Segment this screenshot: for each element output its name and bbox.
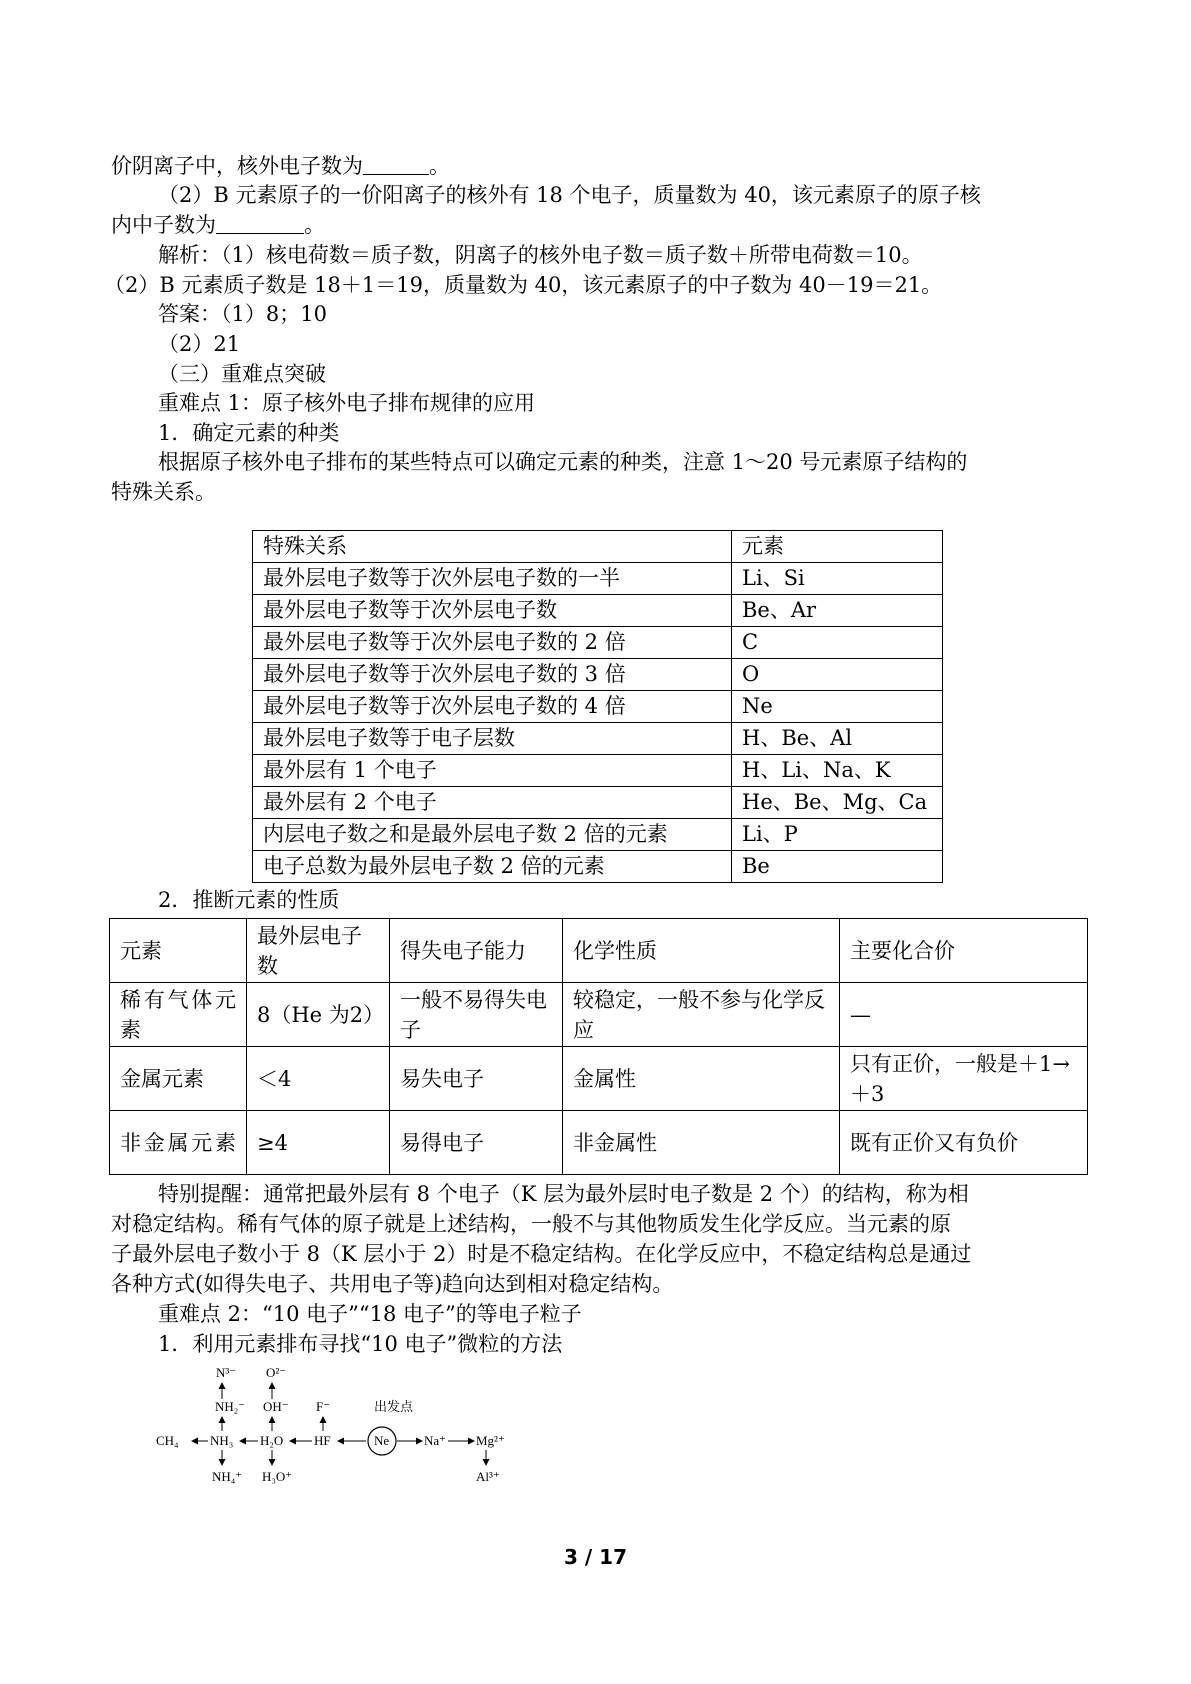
table-cell: 8（He 为2） <box>247 983 390 1047</box>
special-relations-table <box>252 530 943 883</box>
table-cell: C <box>732 627 943 659</box>
table-cell: O <box>732 659 943 691</box>
text-line: （三）重难点突破 <box>158 362 326 386</box>
species-label: NH₃ <box>210 1433 234 1448</box>
table-cell: 既有正价又有负价 <box>840 1111 1088 1175</box>
table-header-cell: 特殊关系 <box>253 531 732 563</box>
text-line <box>111 150 1086 182</box>
table-row <box>253 723 943 755</box>
table-header-cell: 化学性质 <box>563 919 840 983</box>
table-cell: 较稳定，一般不参与化学反应 <box>563 983 840 1047</box>
start-point-label: 出发点 <box>374 1399 414 1414</box>
species-label: N³⁻ <box>216 1365 237 1380</box>
table-cell: 最外层有 1 个电子 <box>253 755 732 787</box>
species-label: OH⁻ <box>263 1399 289 1414</box>
table-row <box>253 627 943 659</box>
ten-electron-diagram <box>156 1359 536 1489</box>
table-cell: — <box>840 983 1088 1047</box>
table-cell: Be <box>732 851 943 883</box>
species-label: Al³⁺ <box>476 1469 500 1484</box>
element-properties-table <box>109 918 1088 1175</box>
species-label: F⁻ <box>316 1399 331 1414</box>
table-cell: 非金属性 <box>563 1111 840 1175</box>
subheading: 1．利用元素排布寻找“10 电子”微粒的方法 <box>158 1332 563 1356</box>
table-cell: 只有正价，一般是＋1→＋3 <box>840 1047 1088 1111</box>
table-row <box>253 755 943 787</box>
text-line: 答案：（1）8；10 <box>158 302 327 326</box>
answer-blank <box>216 213 304 234</box>
table-cell: 最外层电子数等于次外层电子数的 3 倍 <box>253 659 732 691</box>
table-cell: 金属性 <box>563 1047 840 1111</box>
table-header-cell: 主要化合价 <box>840 919 1088 983</box>
table-row <box>253 563 943 595</box>
table-row <box>253 787 943 819</box>
table-cell: 最外层电子数等于电子层数 <box>253 723 732 755</box>
page-number: 3 / 17 <box>564 1545 627 1569</box>
text-line: 解析：（1）核电荷数＝质子数，阴离子的核外电子数＝质子数＋所带电荷数＝10。 <box>158 243 923 267</box>
species-label: NH₂⁻ <box>215 1399 246 1414</box>
section-heading: 重难点 1：原子核外电子排布规律的应用 <box>158 391 536 415</box>
subheading: 1．确定元素的种类 <box>158 421 340 445</box>
answer-blank <box>363 154 429 175</box>
line-text: 。 <box>429 154 450 178</box>
text-line: 根据原子核外电子排布的某些特点可以确定元素的种类，注意 1～20 号元素原子结构的 <box>158 450 968 474</box>
table-cell: Li、P <box>732 819 943 851</box>
table-cell: 最外层电子数等于次外层电子数的 4 倍 <box>253 691 732 723</box>
table-header-cell: 最外层电子数 <box>247 919 390 983</box>
table-cell: 非金属元素 <box>110 1111 247 1175</box>
text-line: 特殊关系。 <box>111 480 216 504</box>
table-cell: 最外层电子数等于次外层电子数的 2 倍 <box>253 627 732 659</box>
species-label: CH₄ <box>156 1433 179 1448</box>
text-line: 各种方式(如得失电子、共用电子等)趋向达到相对稳定结构。 <box>111 1272 674 1296</box>
table-row <box>253 659 943 691</box>
center-element: Ne <box>374 1433 390 1448</box>
text-line <box>111 209 1086 241</box>
table-row <box>253 595 943 627</box>
table-header-row <box>253 531 943 563</box>
table-cell: H、Be、Al <box>732 723 943 755</box>
species-label: Na⁺ <box>424 1433 447 1448</box>
table-cell: 最外层有 2 个电子 <box>253 787 732 819</box>
table-header-cell: 得失电子能力 <box>390 919 563 983</box>
table-cell: 最外层电子数等于次外层电子数的一半 <box>253 563 732 595</box>
table-cell: 电子总数为最外层电子数 2 倍的元素 <box>253 851 732 883</box>
table-cell: 内层电子数之和是最外层电子数 2 倍的元素 <box>253 819 732 851</box>
table-cell: 稀有气体元素 <box>110 983 247 1047</box>
species-label: HF <box>314 1433 331 1448</box>
table-cell: 金属元素 <box>110 1047 247 1111</box>
text-line: 特别提醒：通常把最外层有 8 个电子（K 层为最外层时电子数是 2 个）的结构，称为相 <box>158 1182 969 1206</box>
table-cell: 易得电子 <box>390 1111 563 1175</box>
text-line: （2）B 元素原子的一价阳离子的核外有 18 个电子，质量数为 40，该元素原子的原子核 <box>158 183 981 207</box>
table-row <box>253 691 943 723</box>
table-row <box>110 1047 1088 1111</box>
table-cell: 一般不易得失电子 <box>390 983 563 1047</box>
table-row <box>110 983 1088 1047</box>
table-cell: 最外层电子数等于次外层电子数 <box>253 595 732 627</box>
species-label: H₂O <box>260 1433 284 1448</box>
table-cell: ＜4 <box>247 1047 390 1111</box>
table-cell: Ne <box>732 691 943 723</box>
table-cell: H、Li、Na、K <box>732 755 943 787</box>
line-text: 内中子数为 <box>111 213 216 237</box>
table-row <box>253 851 943 883</box>
line-text: 。 <box>304 213 325 237</box>
table-cell: Li、Si <box>732 563 943 595</box>
text-line: 子最外层电子数小于 8（K 层小于 2）时是不稳定结构。在化学反应中，不稳定结构总是通过 <box>111 1242 972 1266</box>
table-row <box>110 1111 1088 1175</box>
text-line: 对稳定结构。稀有气体的原子就是上述结构，一般不与其他物质发生化学反应。当元素的原 <box>111 1212 951 1236</box>
text-line: （2）B 元素质子数是 18＋1＝19，质量数为 40，该元素原子的中子数为 40－19＝21。 <box>104 273 943 297</box>
table-cell: Be、Ar <box>732 595 943 627</box>
table-header-cell: 元素 <box>110 919 247 983</box>
table-cell: 易失电子 <box>390 1047 563 1111</box>
table-header-cell: 元素 <box>732 531 943 563</box>
section-heading: 重难点 2：“10 电子”“18 电子”的等电子粒子 <box>158 1302 582 1326</box>
table-header-row <box>110 919 1088 983</box>
species-label: H₃O⁺ <box>262 1469 293 1484</box>
text-line: （2）21 <box>158 332 241 356</box>
species-label: O²⁻ <box>266 1365 287 1380</box>
species-label: NH₄⁺ <box>212 1469 243 1484</box>
table-row <box>253 819 943 851</box>
subheading: 2．推断元素的性质 <box>158 888 340 912</box>
table-cell: ≥4 <box>247 1111 390 1175</box>
table-cell: He、Be、Mg、Ca <box>732 787 943 819</box>
line-text: 价阴离子中，核外电子数为 <box>111 154 363 178</box>
species-label: Mg²⁺ <box>476 1433 505 1448</box>
